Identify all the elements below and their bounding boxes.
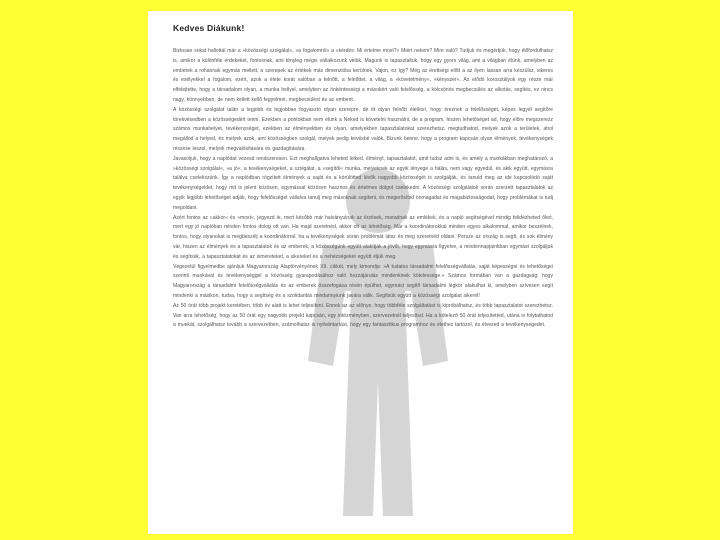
paragraph-6: Az 50 órát több projekt keretében, több év alatt is lehet teljesíteni. Ennek az az előnye, hogy többféle szolgáltatást is kipróbálhatsz, és több tapasztalatot szerezhetsz. Van arra lehetőség, hogy az 50 órát egy nagyobb projekt kapcsán, egy intézményben, szervezetnél teljesítsd. Ha a kötelező 50 órát teljesítetted, utána is folytathatod a munkát, szolgálhatsz tovább a szervezetben, számolhatsz is nyilvántartást, hogy egy fantasztikus programhoz és élethez tartozol, és élvezed a tevékenységedet. <box>173 302 553 329</box>
document-title: Kedves Diákunk! <box>173 23 245 33</box>
document-body <box>148 11 573 331</box>
paragraph-4: Azért fontos az »akkor« és »most«, jegyezd le, mert később már halványulnak az érzések, maradnak az emlékek, és a napló segítségével mindig felidézheted őket, mert egy jó naplóban minden fontos dolog ott van. Ha majd szeretnéd, akkor ott az lehetőség. Már a koordinátorokkal minden egyes alkalommal, amikor beszélnek, fontos, hogy olyanokat is megbeszélj a koordinátorral, ha a tevékenységek során problémát látsz és meg szeretnéd oldani. Persze az ország is segít, és sok élmény vár, hiszen az élmények és a tapasztalatok és az emberek, a közösségünk együtt alakítják a jövőt, hogy egymásra figyelve, a mindennapjainkban egymást szolgáljuk és segítsük, a tapasztalatokat és az ismereteket, a sikereket és a nehézségeket együtt éljük meg. <box>173 214 553 260</box>
document-page <box>148 11 573 534</box>
paragraph-5: Végezetül figyelmedbe ajánljuk Magyarország Alaptörvényének XII. cikkét, mely kimondja: »A tudatos társadalmi felelősségvállalás, saját képességei és lehetőségei szerinti munkával és tevékenységgel a közösség gyarapodásához való hozzájárulás mindenkinek kötelessége.« Számos formában van a gazdagság: hogy Magyarország a társadalmi felelősségvállalás és az emberek összefogása révén épülhet, egymást segítő társadalmi légkör alakulhat ki, amelyben szívesen segít mindenki a másikon, tudva, hogy a segítség és a szolidaritás mindannyiunk javára válik. Segítsük együtt a közösségi szolgálat sikerét! <box>173 263 553 299</box>
paragraph-2: A közösségi szolgálat talán a legjobb és legjobban fogyasztó olyan szerepre, de itt olyan felnőtt életkori, hogy éreznek a felelősséget, képes legyél segítőre törekvésedben a közösségedért tenni. Ezekben a pontokban nem élünk a Neked is követelni használni, de a program, hiszen lehetőséget ad, hogy előre megszerezz számos munkahelyet, tevékenységet, ezekben az élményekben és olyan, amelyekben tapasztalatokat szerezhetsz, megtudhatod, melyek azok a területek, ahol megállod a helyed, és melyek azok, ami közösségben szolgál, melyek pedig kevésbé valók. Bízunk benne, hogy a program kapcsán olyan élmények, tevékenységek részese leszel, melyek megvalósítására és gazdagítására. <box>173 106 553 152</box>
paragraph-1: Biztosan sokat hallottál már a »közösségi szolgálat«, »a fogalomról« a »kérdés: Mi értelme most?« Miért nekem? Mire való? Tudjuk és megértjük, hogy élőfordulhatsz is, amikor a különféle érdekeket, fontosnak, ami tényleg mégis vállalkozunk velük. Magunk is tapasztaltuk, hogy egy gyors világ, ami a világban élünk, amelyben az emberek a rohannak egymás mellett, a szerepek az értékek más dimenzióba kerülnek. Vajon, ez így? Még az érettségi előtt a az ilyen lassan arra készülsz, sikeres és esélyekkel a fogalom, ezért, azok a élete korát valóban a felnőtt, a felnőttet, a világ, a »követelmény«, »kényszer«. Az elődó korosztályok egy része már elfelejtette, hogy a társadalom olyan, a munka hellyel, amelyben az önkéntességi a másokért való felelősség, a kölcsönös megbecsülés az alkotás, segítés, ez nincs nagy, könnyebben, de nem kellett kellő fegyelmet, megbecsülést és az emberit. <box>173 48 553 103</box>
paragraph-3: Javasoljuk, hogy a naplódat vezesd rendszeresen. Ezt meghallgatva leheted lelked, élményt, tapasztalatot, amit tudsz adni is, és amely a munkákban meghatározó, a »közösségi szolgálat«, »a jó«, a tevékenységeket, a szolgálat, a »segítői« munka, melyeknek az egyik lényege a hálás, nem vagy egyedül, és akik együtt, egymásra találva cselekszünk. Így a naplódban rögzített élmények a saját és a körülötted lévők nagyobb közösségét is szolgálják, és tanuld meg az ide kapcsolódó saját tevékenységeidet, hogy mit is jelent közösen, egymással közösen hasznos és értelmes dolgot cselekedni. A közösségi szolgálatok során szerzett tapasztalatok az egyik legjobb lehetőséget adják, hogy felelősséget vállalva tanulj meg másoknak segíteni, és megerősítsd önmagadat és magabiztosságodat, hogy problémákat is tudj megoldani. <box>173 155 553 211</box>
